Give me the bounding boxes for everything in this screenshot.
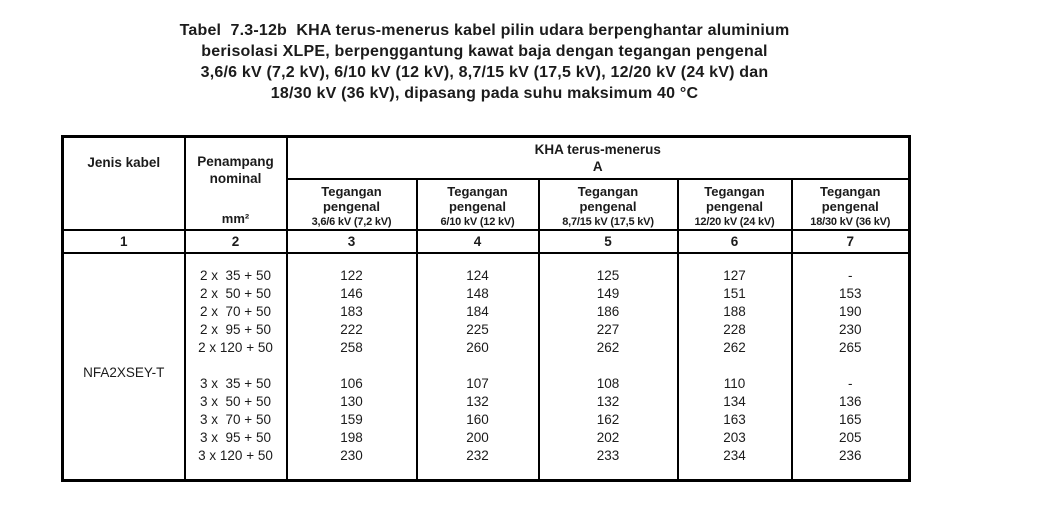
cell-line: 202	[596, 429, 620, 445]
column-number-4: 4	[417, 230, 539, 253]
cell-line: 2 x 50 + 50	[200, 285, 271, 301]
column-number-7: 7	[792, 230, 910, 253]
cell-line	[418, 357, 538, 375]
cell-line	[186, 357, 286, 375]
cell-line	[793, 357, 909, 375]
cell-line: 2 x 120 + 50	[198, 339, 273, 355]
cell-line: 134	[723, 393, 746, 409]
cell-line: 146	[340, 285, 363, 301]
cell-penampang-values	[185, 253, 287, 481]
cell-line: 160	[466, 411, 489, 427]
voltage-label-line-2: pengenal	[322, 198, 381, 214]
cell-line: 159	[340, 411, 363, 427]
cell-line: 190	[839, 303, 862, 319]
cell-line: 130	[340, 393, 363, 409]
cell-line: 110	[723, 375, 746, 391]
cell-line: 203	[723, 429, 746, 445]
cell-kha-values-col-7	[792, 253, 910, 481]
cell-line: 107	[466, 375, 489, 391]
cell-line: 258	[340, 339, 363, 355]
cell-line: 3 x 35 + 50	[200, 375, 271, 391]
cell-line: 222	[340, 321, 363, 337]
cell-line: 125	[596, 267, 620, 283]
header-voltage-col-5	[539, 179, 678, 230]
cell-line: 230	[340, 447, 363, 463]
header-jenis-kabel	[63, 137, 185, 230]
cell-line: 200	[466, 429, 489, 445]
column-number-5: 5	[539, 230, 678, 253]
header-penampang	[185, 137, 287, 230]
voltage-spec: 12/20 kV (24 kV)	[694, 215, 775, 228]
cell-line: 186	[596, 303, 620, 319]
cell-line: 151	[723, 285, 746, 301]
cell-line: 108	[596, 375, 620, 391]
cell-line: 265	[839, 339, 862, 355]
header-kha-group	[287, 137, 910, 179]
voltage-label-line-1: Tegangan	[820, 183, 881, 199]
cell-line: 262	[723, 339, 746, 355]
cell-line: 234	[723, 447, 746, 463]
column-number-2: 2	[185, 230, 287, 253]
cell-line: 2 x 35 + 50	[200, 267, 271, 283]
header-penampang-label	[186, 138, 286, 187]
cell-line: 184	[466, 303, 489, 319]
cell-kha-values-col-3	[287, 253, 417, 481]
cell-line: 198	[340, 429, 363, 445]
cell-line: 163	[723, 411, 746, 427]
cell-line: 153	[839, 285, 862, 301]
column-number-6: 6	[678, 230, 792, 253]
cell-line: 122	[340, 267, 363, 283]
cell-line: 3 x 120 + 50	[198, 447, 273, 463]
header-jenis-kabel-label: Jenis kabel	[87, 155, 161, 170]
cell-line: 236	[839, 447, 862, 463]
cell-line: 183	[340, 303, 363, 319]
header-voltage-col-6	[678, 179, 792, 230]
voltage-spec: 8,7/15 kV (17,5 kV)	[562, 215, 654, 228]
voltage-spec: 3,6/6 kV (7,2 kV)	[311, 215, 392, 228]
header-kha-unit: A	[592, 159, 603, 174]
cell-line: 127	[723, 267, 746, 283]
title-line-3: 3,6/6 kV (7,2 kV), 6/10 kV (12 kV), 8,7/15 kV (17,5 kV), 12/20 kV (24 kV) dan	[200, 64, 769, 81]
column-number-1: 1	[63, 230, 185, 253]
cell-line: 188	[723, 303, 746, 319]
cell-line	[679, 357, 791, 375]
cell-line: 124	[466, 267, 489, 283]
cell-line: -	[848, 267, 853, 283]
voltage-label-line-1: Tegangan	[447, 183, 508, 199]
cell-line: 3 x 95 + 50	[200, 429, 271, 445]
title-line-4: 18/30 kV (36 kV), dipasang pada suhu maksimum 40 °C	[270, 85, 699, 102]
header-penampang-line-2: nominal	[209, 171, 262, 186]
voltage-label-line-1: Tegangan	[704, 183, 765, 199]
header-voltage-col-7	[792, 179, 910, 230]
cell-line	[288, 357, 416, 375]
voltage-label-line-2: pengenal	[705, 198, 764, 214]
voltage-label-line-2: pengenal	[821, 198, 879, 214]
cell-line: 230	[839, 321, 862, 337]
header-voltage-col-3	[287, 179, 417, 230]
cell-line: 162	[596, 411, 620, 427]
voltage-label-line-1: Tegangan	[577, 183, 639, 199]
voltage-label-line-2: pengenal	[448, 198, 507, 214]
voltage-label-line-2: pengenal	[579, 198, 637, 214]
cell-line: 262	[596, 339, 620, 355]
cell-line: 165	[839, 411, 862, 427]
cell-line: 227	[596, 321, 620, 337]
cell-line: 136	[839, 393, 862, 409]
header-kha-group-label: KHA terus-menerus	[534, 142, 661, 157]
voltage-spec: 18/30 kV (36 kV)	[810, 215, 891, 228]
table-title	[61, 20, 908, 104]
kha-table	[61, 135, 911, 482]
cell-line: 148	[466, 285, 489, 301]
cell-line: 3 x 70 + 50	[200, 411, 271, 427]
cell-line: 225	[466, 321, 489, 337]
cell-line: 228	[723, 321, 746, 337]
cell-line: 2 x 95 + 50	[200, 321, 271, 337]
cell-line: -	[848, 375, 853, 391]
cell-line: 132	[596, 393, 620, 409]
cell-line: 2 x 70 + 50	[200, 303, 271, 319]
cell-line: 260	[466, 339, 489, 355]
header-group-row	[63, 137, 910, 179]
cell-line: 233	[596, 447, 620, 463]
cell-kha-values-col-6	[678, 253, 792, 481]
title-line-2: berisolasi XLPE, berpenggantung kawat baja dengan tegangan pengenal	[201, 43, 768, 60]
voltage-label-line-1: Tegangan	[321, 183, 382, 199]
cell-kha-values-col-4	[417, 253, 539, 481]
title-line-1: Tabel 7.3-12b KHA terus-menerus kabel pilin udara berpenghantar aluminium	[179, 22, 790, 39]
cell-line	[540, 357, 677, 375]
cell-line: 3 x 50 + 50	[200, 393, 271, 409]
cell-line: 106	[340, 375, 363, 391]
cell-jenis-kabel-value: NFA2XSEY-T	[63, 253, 185, 481]
header-penampang-line-1: Penampang	[197, 154, 274, 169]
cell-line: 205	[839, 429, 862, 445]
cell-line: 232	[466, 447, 489, 463]
cell-line: 149	[596, 285, 620, 301]
table-body-row	[63, 253, 910, 481]
header-voltage-col-4	[417, 179, 539, 230]
cell-kha-values-col-5	[539, 253, 678, 481]
column-number-3: 3	[287, 230, 417, 253]
voltage-spec: 6/10 kV (12 kV)	[440, 215, 515, 228]
cell-line: 132	[466, 393, 489, 409]
column-number-row	[63, 230, 910, 253]
header-penampang-unit: mm²	[221, 210, 250, 226]
